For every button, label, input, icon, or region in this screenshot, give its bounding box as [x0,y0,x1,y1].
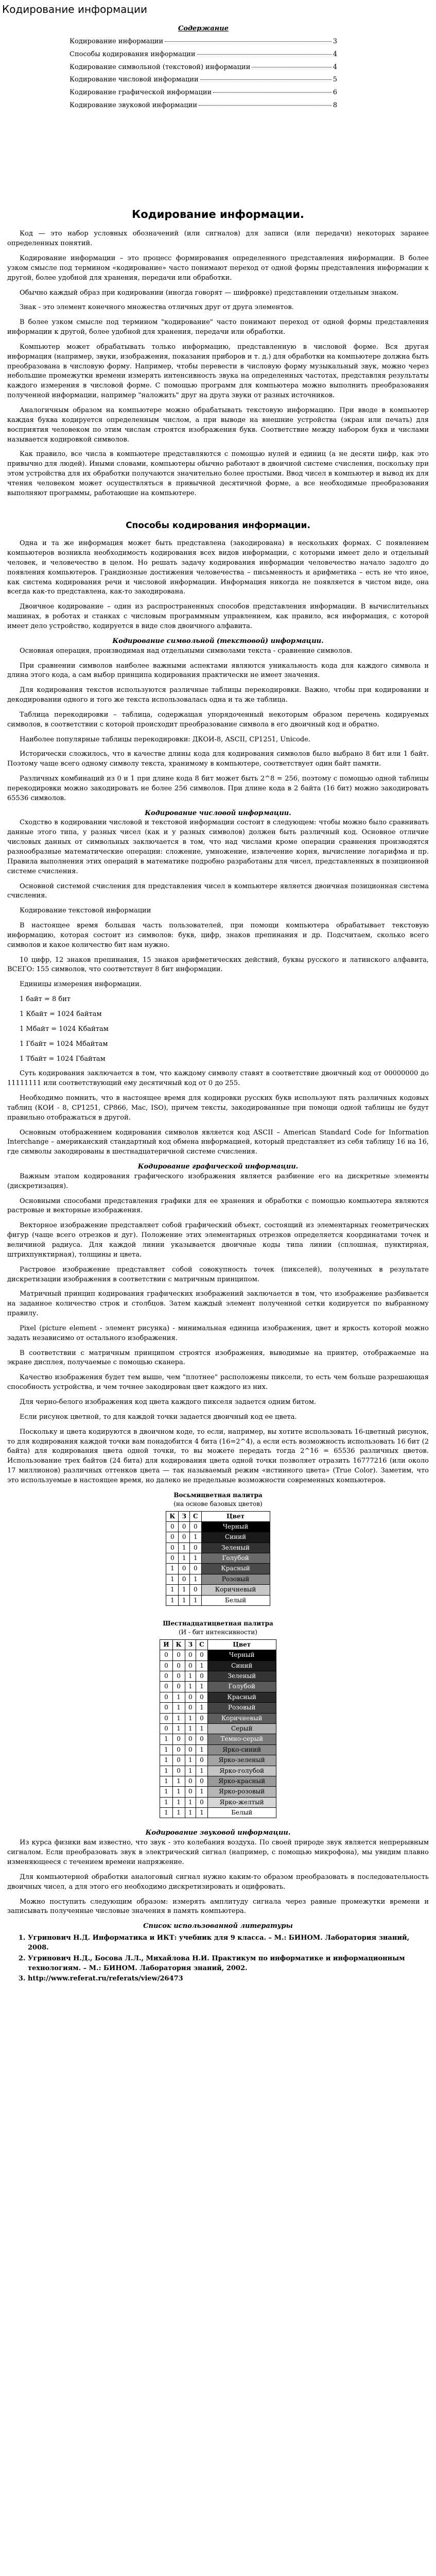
table-cell: 0 [179,1564,190,1574]
palette-8-block [0,1491,436,1606]
table-cell: 0 [160,1692,172,1702]
table-cell: 1 [179,1585,190,1595]
table-cell: 0 [172,1766,185,1776]
table-cell: 0 [196,1797,208,1807]
table-cell: 1 [196,1766,208,1776]
table-cell: 1 [166,1574,179,1584]
section-heading-intro: Кодирование информации. [132,208,304,221]
table-cell: 1 [179,1553,190,1564]
table-cell: 0 [185,1703,196,1713]
paragraph: Кодирование информации – это процесс формирования определенного представления информации. В более узком смысле под термином «кодирование» часто понимают переход от одной формы представления информации к другой, более удобной для хранения, передачи или обработки. [7,255,429,282]
table-cell: 1 [196,1808,208,1818]
table-row [160,1671,276,1681]
paragraph: При сравнении символов наиболее важными аспектами являются уникальность кода для каждого символа и длина этого кода, а сам выбор принципа кодирования практически не имеет значения. [7,662,429,680]
table-cell: 1 [160,1734,172,1744]
section-heading-graphic-coding: Кодирование графической информации. [137,1163,299,1171]
reference-item: 2. Угринович Н.Д., Босова Л.Л., Михайлова Н.И. Практикум по информатике и информационным технологиям. – М.: БИНОМ. Лаборатория знаний, 2002. [28,1954,429,1974]
paragraph: Из курса физики вам известно, что звук - это колебания воздуха. По своей природе звук является непрерывным сигналом. Если преобразовать звук в электрический сигнал (например, с помощью микрофона), мы увидим плавно изменяющееся с течением времени напряжение. [7,1839,429,1866]
table-row [160,1787,276,1797]
table-cell: Ярко-розовый [207,1787,276,1797]
table-cell: 1 [172,1787,185,1797]
table-cell: 1 [160,1797,172,1807]
palette-16-subcaption: (И - бит интенсивности) [179,1629,257,1636]
table-cell: 1 [190,1553,202,1564]
table-cell: 0 [185,1660,196,1671]
toc-entry[interactable] [69,63,337,73]
section-graphic-coding [7,1162,429,1486]
table-cell: 1 [160,1787,172,1797]
table-row [160,1797,276,1807]
toc-entry-page: 8 [333,101,337,110]
table-cell: 1 [185,1723,196,1734]
paragraph: Для черно-белого изображения код цвета каждого пикселя задается одним битом. [20,1398,317,1406]
paragraph: Одна и та же информация может быть представлена (закодирована) в нескольких формах. С появлением компьютеров возникла необходимость кодирования всех видов информации, с которыми имеет дело и отдельный человек, и человечество в целом. Но решать задачу кодирования информации человечество начало задолго до появления компьютеров. Грандиозные достижения человечества – письменность и арифметика – есть не что иное, как система кодирования речи и числовой информации. Информация никогда не появляется в чистом виде, она всегда как-то представлена, как-то закодирована. [7,539,429,596]
table-cell: Белый [207,1808,276,1818]
paragraph: Основная операция, производимая над отдельными символами текста - сравнение символов. [20,647,353,655]
paragraph: Обычно каждый образ при кодировании (иногда говорят — шифровке) представлении отдельным знаком. [20,289,399,297]
table-cell: 0 [172,1682,185,1692]
section-heading-number-coding: Кодирование числовой информации. [145,809,291,817]
toc-leader-dots [199,105,332,106]
table-cell: 1 [185,1682,196,1692]
table-cell: Красный [201,1564,270,1574]
table-cell: Коричневый [207,1713,276,1723]
table-cell: Зеленый [201,1543,270,1553]
paragraph: Матричный принцип кодирования графических изображений заключается в том, что изображение разбивается на заданное количество строк и столбцов. Затем каждый элемент полученной сетки кодируется по выбранному правилу. [7,1290,429,1318]
paragraph: Как правило, все числа в компьютере представляются с помощью нулей и единиц (а не десяти цифр, как это привычно для людей). Иными словами, компьютеры обычно работают в двоичной системе счисления, поскольку при этом устройства для их обработки получаются значительно более простыми. Ввод чисел в компьютер и вывод их для чтения человеком может осуществляться в привычной десятичной форме, а все необходимые преобразования выполняют программы, работающие на компьютере. [7,450,429,497]
palette-16-block [0,1619,436,1818]
table-cell: 0 [172,1650,185,1660]
table-cell: 0 [160,1671,172,1681]
table-cell: 1 [185,1713,196,1723]
palette-8-table [166,1511,270,1606]
toc-entry-label: Способы кодирования информации [69,50,196,58]
table-cell: Синий [201,1532,270,1543]
table-cell: 0 [196,1755,208,1766]
toc-entry-label: Кодирование звуковой информации [69,101,198,110]
paragraph: 1 Тбайт = 1024 Гбайтам [20,1055,106,1063]
table-cell: 1 [172,1692,185,1702]
section-number-coding [7,809,429,1157]
paragraph: 1 Гбайт = 1024 Мбайтам [20,1040,108,1048]
section-heading-sound-coding: Кодирование звуковой информации. [145,1829,291,1837]
paragraph: В настоящее время большая часть пользователей, при помощи компьютера обрабатывает текстовую информацию, которая состоит из символов: букв, цифр, знаков препинания и др. Подсчитаем, сколько всего символов и какое количество бит нам нужно. [7,922,429,949]
toc-entry[interactable] [69,75,337,85]
table-cell: 1 [196,1744,208,1755]
table-row [160,1692,276,1702]
table-row [160,1713,276,1723]
table-cell: Розовый [207,1703,276,1713]
section-heading-methods: Способы кодирования информации. [126,520,310,531]
toc-leader-dots [213,92,332,93]
table-cell: 0 [185,1787,196,1797]
document-title: Кодирование информации [2,3,148,15]
table-cell: Синий [207,1660,276,1671]
table-cell: 0 [190,1564,202,1574]
table-row [160,1703,276,1713]
table-cell: 1 [196,1703,208,1713]
toc-entry[interactable] [69,101,337,111]
table-cell: 1 [185,1671,196,1681]
table-row [160,1650,276,1660]
palette-8-subcaption: (на основе базовых цветов) [173,1500,263,1508]
table-row [166,1543,270,1553]
paragraph: Компьютер может обрабатывать только информацию, представленную в числовой форме. Вся другая информация (например, звуки, изображения, показания приборов и т. д.) для обработки на компьютере должна быть преобразована в числовую форму. Например, чтобы перевести в числовую форму музыкальный звук, можно через небольшие промежутки времени измерять интенсивность звука на определенных частотах, представляя результаты каждого измерения в числовой форме. С помощью программ для компьютера можно выполнить преобразования полученной информации, например "наложить" друг на друга звуки от разных источников. [7,343,429,400]
table-cell: 0 [166,1543,179,1553]
paragraph: Качество изображения будет тем выше, чем "плотнее" расположены пиксели, то есть чем больше разрешающая способность устройства, и чем точнее закодирован цвет каждого из них. [7,1374,429,1392]
toc-leader-dots [165,41,332,42]
table-cell: 1 [160,1808,172,1818]
table-cell: Ярко-голубой [207,1766,276,1776]
table-cell: 0 [172,1744,185,1755]
toc-entry-label: Кодирование числовой информации [69,76,199,84]
table-cell: Розовый [201,1574,270,1584]
table-cell: 1 [160,1776,172,1786]
reference-item: 3. http://www.referat.ru/referats/view/26473 [28,1974,429,1984]
table-cell: 1 [190,1595,202,1605]
table-header-cell: С [196,1639,208,1650]
table-cell: 1 [172,1703,185,1713]
table-cell: Коричневый [201,1585,270,1595]
table-cell: 1 [166,1585,179,1595]
table-header-cell: З [185,1639,196,1650]
table-row [160,1734,276,1744]
paragraph: Для компьютерной обработки аналоговый сигнал нужно каким-то образом преобразовать в последовательность двоичных чисел, а для этого его необходимо дискретизировать и оцифровать. [7,1873,429,1891]
toc-entry-label: Кодирование графической информации [69,89,212,97]
palette-16-caption: Шестнадцатицветная палитра [163,1620,273,1628]
table-cell: 0 [185,1776,196,1786]
table-cell: 0 [196,1776,208,1786]
table-cell: Черный [207,1650,276,1660]
table-cell: 0 [160,1650,172,1660]
paragraph: Таблица перекодировки – таблица, содержащая упорядоченный некоторым образом перечень кодируемых символов, в соответствии с которой происходит преобразование символа в его двоичный код и обратно. [7,710,429,728]
toc-leader-dots [200,79,332,80]
table-cell: 0 [196,1692,208,1702]
table-cell: 0 [172,1734,185,1744]
table-cell: 1 [179,1543,190,1553]
table-row [160,1744,276,1755]
paragraph: Важным этапом кодирования графического изображения является разбиение его на дискретные элементы (дискретизация). [7,1172,429,1190]
section-heading-text-coding: Кодирование символьной (текстовой) информации. [112,637,324,645]
table-cell: Зеленый [207,1671,276,1681]
paragraph: Растровое изображение представляет собой совокупность точек (пикселей), полученных в результате дискретизации изображения в соответствии с матричным принципом. [7,1265,429,1283]
table-cell: 1 [172,1776,185,1786]
table-row [166,1521,270,1532]
table-cell: 0 [160,1723,172,1734]
paragraph: Аналогичным образом на компьютере можно обрабатывать текстовую информацию. При вводе в компьютер каждая буква кодируется определенным числом, а при выводе на внешние устройства (экран или печать) для восприятия человеком по этим числам строятся изображения букв. Соответствие между набором букв и числами называется кодировкой символов. [7,406,429,444]
toc-entry-page: 5 [333,76,337,84]
toc-entry-label: Кодирование символьной (текстовой) информации [69,63,251,71]
table-cell: 1 [196,1723,208,1734]
table-cell: 0 [172,1671,185,1681]
paragraph: Поскольку и цвета кодируются в двоичном коде, то если, например, вы хотите использовать 16-цветный рисунок, то для кодирования каждой точки вам понадобится 4 бита (16=2^4), а если есть возможность использовать 16 бит (2 байта) для кодирования цвета одной точки, то вы можете передать тогда 2^16 = 65536 различных цветов. Использование трех байтов (24 бита) для кодирования цвета одной точки позволяет отразить 16777216 (или около 17 миллионов) различных оттенков цвета — так называемый режим «истинного цвета» (True Color). Заметим, что это используемые в настоящее время, но далеко не предельные возможности современных компьютеров. [7,1428,429,1484]
table-row [166,1595,270,1605]
paragraph: Основной системой счисления для представления чисел в компьютере является двоичная позиционная система счисления. [7,882,429,900]
table-cell: 1 [185,1808,196,1818]
toc-entry-page: 6 [333,89,337,97]
paragraph: Необходимо помнить, что в настоящее время для кодировки русских букв используют пять различных кодовых таблиц (КОИ - 8, СР1251, СР866, Мас, ISO), причем тексты, закодированные при помощи одной таблицы не будут правильно отображаться в другой. [7,1094,429,1122]
table-cell: Ярко-зеленый [207,1755,276,1766]
toc-leader-dots [197,54,332,55]
paragraph: Векторное изображение представляет собой графический объект, состоящий из элементарных геометрических фигур (чаще всего отрезков и дуг). Положение этих элементарных отрезков определяется координатами точек и величиной радиуса. Для каждой линии указывается двоичные коды типа линии (сплошная, пунктирная, штрихпунктирная), толщины и цвета. [7,1222,429,1259]
table-row [166,1585,270,1595]
table-cell: 1 [196,1787,208,1797]
paragraph: 1 байт = 8 бит [20,995,71,1004]
paragraph: Основными способами представления графики для ее хранения и обработки с помощью компьютера являются растровые и векторные изображения. [7,1197,429,1215]
paragraph: Наиболее популярные таблицы перекодировки: ДКОИ-8, ASCII, CP1251, Unicode. [20,735,311,743]
table-cell: Ярко-синий [207,1744,276,1755]
paragraph: Единицы измерения информации. [20,980,142,989]
paragraph: Кодирование текстовой информации [20,907,151,915]
table-cell: 0 [185,1650,196,1660]
table-cell: 0 [196,1650,208,1660]
table-cell: 0 [190,1585,202,1595]
table-cell: 0 [185,1734,196,1744]
table-cell: 0 [196,1713,208,1723]
paragraph: Код — это набор условных обозначений (или сигналов) для записи (или передачи) некоторых заранее определенных понятий. [7,230,429,248]
paragraph: 1 Кбайт = 1024 байтам [20,1010,102,1018]
section-intro [7,207,429,499]
table-header-cell: Цвет [201,1511,270,1521]
table-cell: 1 [190,1532,202,1543]
table-cell: 1 [190,1574,202,1584]
table-row [166,1564,270,1574]
table-cell: 0 [185,1744,196,1755]
table-cell: 0 [166,1521,179,1532]
table-cell: Красный [207,1692,276,1702]
table-cell: 0 [172,1660,185,1671]
table-cell: 0 [172,1755,185,1766]
table-cell: 0 [160,1682,172,1692]
paragraph: Для кодирования текстов используются различные таблицы перекодировки. Важно, чтобы при кодировании и декодировании одного и того же текста использовалась одна и та же таблица. [7,686,429,704]
paragraph: 10 цифр, 12 знаков препинания, 15 знаков арифметических действий, буквы русского и латинского алфавита, ВСЕГО: 155 символов, что соответствует 8 бит информации. [7,956,429,974]
table-row [166,1553,270,1564]
table-cell: 0 [166,1553,179,1564]
toc-entry-label: Кодирование информации [69,37,164,45]
table-cell: 0 [190,1543,202,1553]
table-cell: 0 [185,1692,196,1702]
table-of-contents [69,24,337,111]
section-sound-coding [7,1828,429,1917]
table-header-cell: И [160,1639,172,1650]
paragraph: Суть кодирования заключается в том, что каждому символу ставят в соответствие двоичный код от 00000000 до 11111111 или соответствующий ему десятичный код от 0 до 255. [7,1070,429,1088]
toc-entry[interactable] [69,37,337,47]
paragraph: Исторически сложилось, что в качестве длины кода для кодирования символов было выбрано 8 бит или 1 байт. Поэтому чаще всего одному символу текста, хранимому в компьютере, соответствует один байт памяти. [7,750,429,768]
table-cell: 0 [160,1713,172,1723]
references-heading: Список использованной литературы [143,1922,293,1930]
table-cell: 0 [160,1660,172,1671]
table-row [160,1723,276,1734]
references-list [21,1934,429,1984]
table-header-cell: К [172,1639,185,1650]
table-cell: 1 [185,1755,196,1766]
table-cell: Ярко-красный [207,1776,276,1786]
toc-entry-page: 4 [333,63,337,71]
table-header-cell: Цвет [207,1639,276,1650]
table-cell: Темно-серый [207,1734,276,1744]
table-cell: Ярко-желтый [207,1797,276,1807]
table-cell: 1 [172,1713,185,1723]
table-header-cell: С [190,1511,202,1521]
table-cell: Голубой [207,1682,276,1692]
table-cell: 1 [160,1755,172,1766]
toc-entry[interactable] [69,50,337,60]
table-cell: 0 [196,1734,208,1744]
table-cell: 0 [179,1521,190,1532]
toc-entry[interactable] [69,88,337,98]
table-row [166,1574,270,1584]
paragraph: В соответствии с матричным принципом строятся изображения, выводимые на принтер, отображаемые на экране дисплея, получаемые с помощью сканера. [7,1349,429,1367]
table-cell: 1 [160,1766,172,1776]
paragraph: В более узком смысле под термином "кодирование" часто понимают переход от одной формы представления информации к другой, более удобной для хранения, передачи или обработки. [7,318,429,336]
paragraph: Различных комбинаций из 0 и 1 при длине кода 8 бит может быть 2^8 = 256, поэтому с помощью одной таблицы перекодировки можно закодировать не более 256 символов. При длине кода в 2 байта (16 бит) можно закодировать 65536 символов. [7,775,429,802]
toc-heading: Содержание [178,25,229,32]
table-row [160,1682,276,1692]
table-cell: 0 [179,1574,190,1584]
reference-item: 1. Угринович Н.Д. Информатика и ИКТ: учебник для 9 класса. – М.: БИНОМ. Лаборатория знаний, 2008. [28,1934,429,1953]
table-cell: 1 [185,1766,196,1776]
section-text-coding [7,637,429,804]
table-row [160,1776,276,1786]
table-header-cell: К [166,1511,179,1521]
section-methods [7,519,429,632]
table-cell: 1 [179,1595,190,1605]
paragraph: Сходство в кодировании числовой и текстовой информации состоит в следующем: чтобы можно было сравнивать данные этого типа, у разных чисел (как и у разных символов) должен быть различный код. Основное отличие числовых данных от символьных заключается в том, что над числами кроме операции сравнения производятся разнообразные математические операции: сложение, умножение, извлечение корня, вычисление логарифма и пр. Правила выполнения этих операций в математике подробно разработаны для чисел, представленных в позиционной системе счисления. [7,819,429,875]
table-cell: 0 [196,1671,208,1681]
table-cell: 1 [172,1723,185,1734]
palette-8-caption: Восьмицветная палитра [173,1491,263,1499]
table-cell: 0 [160,1703,172,1713]
table-cell: 0 [190,1521,202,1532]
table-row [166,1532,270,1543]
table-cell: 1 [185,1797,196,1807]
table-row [160,1660,276,1671]
table-cell: 1 [172,1808,185,1818]
paragraph: 1 Мбайт = 1024 Кбайтам [20,1025,109,1033]
table-cell: 1 [166,1595,179,1605]
paragraph: Знак - это элемент конечного множества отличных друг от друга элементов. [20,303,294,312]
table-row [160,1766,276,1776]
table-cell: 1 [166,1564,179,1574]
table-header-cell: З [179,1511,190,1521]
table-row [160,1808,276,1818]
table-cell: 1 [196,1660,208,1671]
paragraph: Если рисунок цветной, то для каждой точки задается двоичный код ее цвета. [20,1413,297,1421]
toc-entry-page: 4 [333,50,337,58]
paragraph: Основным отображением кодирования символов является код ASCII – American Standard Code for Information Interchange – американский стандартный код обмена информацией, который представляет из себя таблицу 16 на 16, где символы закодированы в шестнадцатеричной системе счисления. [7,1128,429,1156]
table-cell: 1 [160,1744,172,1755]
table-cell: 1 [172,1797,185,1807]
table-cell: 0 [166,1532,179,1543]
palette-16-table [160,1639,276,1819]
table-cell: Белый [201,1595,270,1605]
table-cell: Серый [207,1723,276,1734]
paragraph: Pixel (picture element - элемент рисунка) - минимальная единица изображения, цвет и яркость которой можно задать независимо от остального изображения. [7,1324,429,1342]
table-cell: 1 [196,1682,208,1692]
paragraph: Двоичное кодирование – один из распространенных способов представления информации. В вычислительных машинах, в роботах и станках с числовым программным управлением, как правило, вся информация, с которой имеет дело устройство, кодируется в виде слов двоичного алфавита. [7,603,429,630]
table-cell: 0 [179,1532,190,1543]
toc-entry-page: 3 [333,37,337,45]
references [0,1922,436,1984]
table-row [160,1755,276,1766]
paragraph: Можно поступить следующим образом: измерять амплитуду сигнала через равные промежутки времени и записывать полученные числовые значения в память компьютера. [7,1897,429,1916]
table-cell: Голубой [201,1553,270,1564]
table-cell: Черный [201,1521,270,1532]
